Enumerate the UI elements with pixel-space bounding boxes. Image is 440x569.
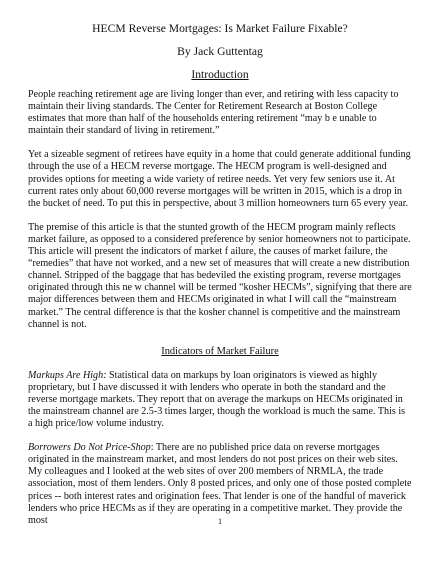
subheading-market-failure: Indicators of Market Failure <box>161 345 279 357</box>
page-number: 1 <box>218 517 222 526</box>
paragraph-retirement-capacity: People reaching retirement age are living longer than ever, and retiring with less capacity to maintain their living standards. The Center for Retirement Research at Boston College estimates that more than half of the households entering retirement “may b e unable to maintain their standard of living in retirement.” <box>28 89 399 137</box>
topic-text-price-shop: : There are no published price data on reverse mortgages originated in the mainstream market, and most lenders do not post prices on their web sites. My colleagues and I looked at the web sites of over 200 members of NRMLA, the trade association, most of them lenders. Only 8 posted prices, and only one of those posted complete prices -- both interest rates and origination fees. That lender is one of the handful of maverick lenders who price HECMs as if they are operating in a competitive market. They provide the most <box>28 442 412 526</box>
paragraph-price-shop <box>28 442 412 527</box>
document-title: HECM Reverse Mortgages: Is Market Failure Fixable? <box>92 22 348 35</box>
topic-lead-markups: Markups Are High: <box>28 369 107 381</box>
topic-lead-price-shop: Borrowers Do Not Price-Shop <box>28 442 151 454</box>
paragraph-home-equity: Yet a sizeable segment of retirees have equity in a home that could generate additional funding through the use of a HECM reverse mortgage. The HECM program is well-designed and provides options for meeting a wide variety of retiree needs. Yet very few seniors use it. At current rates only about 60,000 reverse mortgages will be written in 2015, which is a drop in the bucket of need. To put this in perspective, about 3 million homeowners turn 65 every year. <box>28 149 411 209</box>
topic-text-markups: Statistical data on markups by loan originators is viewed as highly proprietary, but I have discussed it with lenders who operate in both the standard and the reverse mortgage markets. They report that on average the markups on HECMs originated in the mainstream channel are 2.5-3 times larger, though the workload is much the same. This is a high price/low volume industry. <box>28 369 406 430</box>
section-heading-introduction: Introduction <box>191 68 249 81</box>
paragraph-premise: The premise of this article is that the stunted growth of the HECM program mainly reflects market failure, as opposed to a considered preference by senior homeowners not to participate. This article will present the indicators of market f ailure, the causes of market failure, the “remedies” that have not worked, and a new set of measures that will create a new distribution channel. Stripped of the baggage that has bedeviled the existing program, reverse mortgages originated through this ne w channel will be termed “kosher HECMs”, signifying that there are major differences between them and HECMs originated in what I will call the “mainstream market.” The central difference is that the kosher channel is competitive and the mainstream channel is not. <box>28 221 412 330</box>
document-author: By Jack Guttentag <box>177 45 263 58</box>
paragraph-markups-high <box>28 370 412 430</box>
